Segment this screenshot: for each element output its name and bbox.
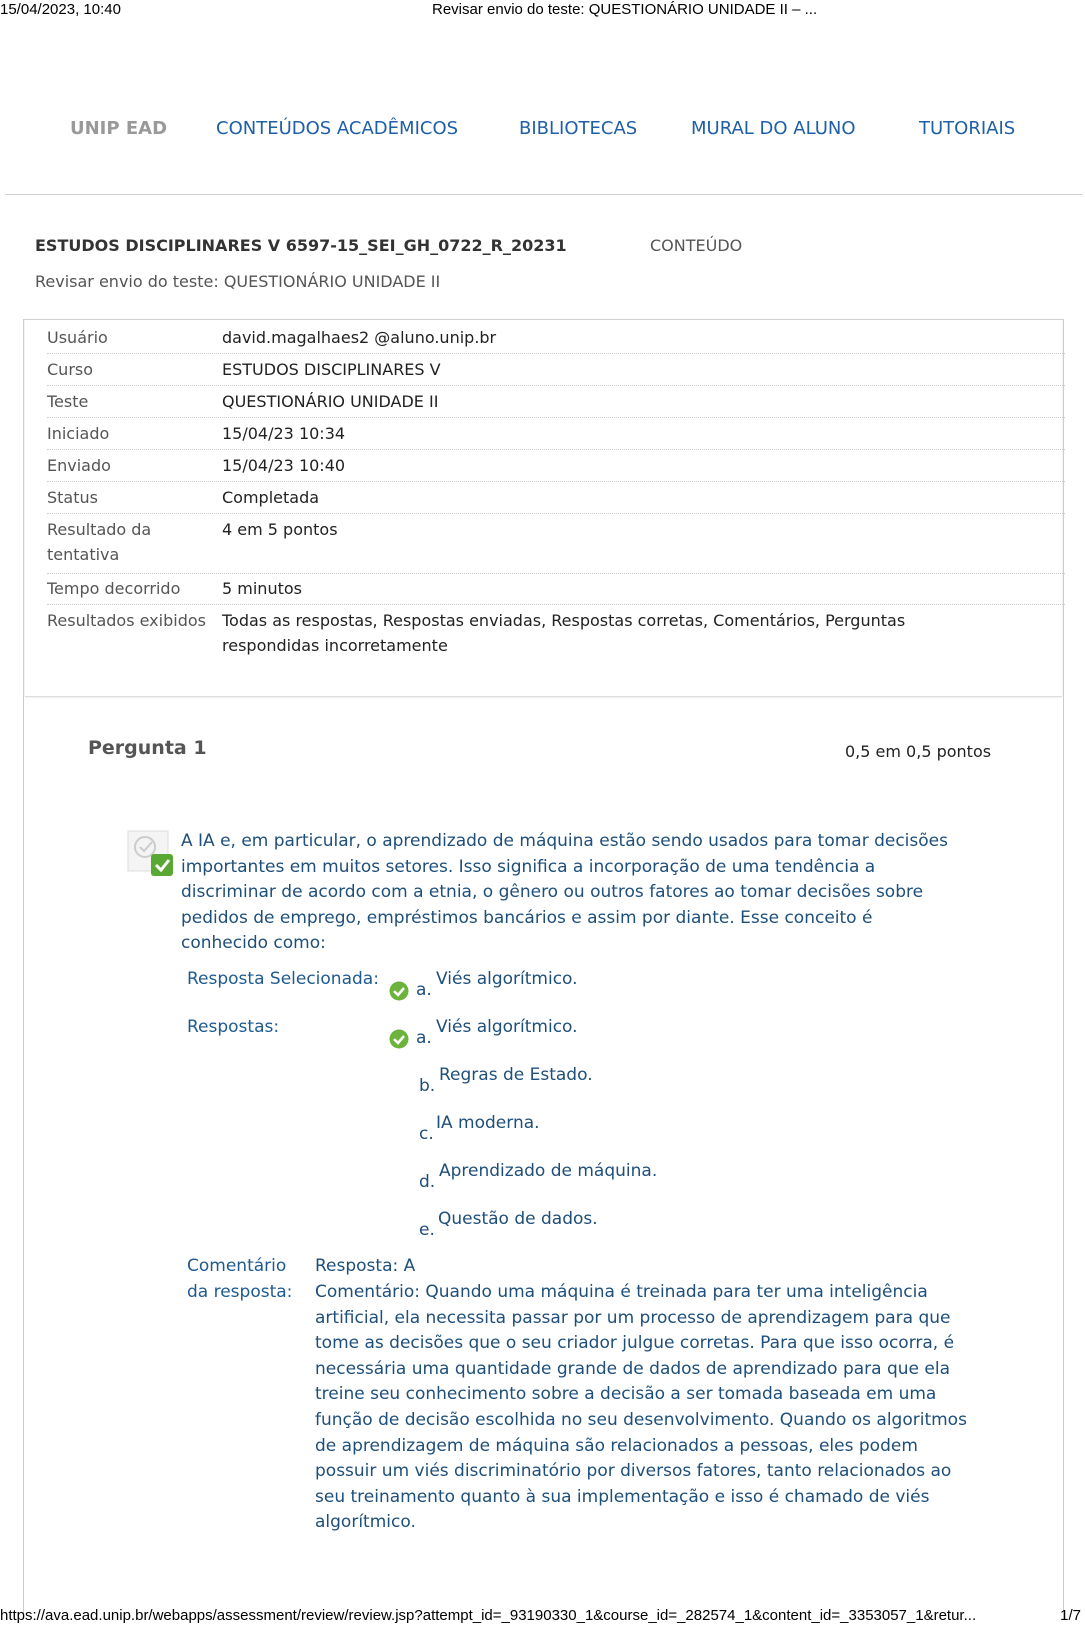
answer-letter: b. [419, 1076, 436, 1096]
answer-option: IA moderna. [436, 1113, 540, 1133]
info-row [47, 608, 1065, 668]
print-datetime: 15/04/2023, 10:40 [0, 1, 121, 18]
info-key: Curso [47, 360, 94, 379]
info-key: Iniciado [47, 424, 110, 443]
comment-label-2: da resposta: [187, 1282, 293, 1302]
info-key: Tempo decorrido [47, 579, 181, 598]
info-row [47, 357, 1065, 386]
comment-label: Comentário [187, 1256, 287, 1276]
answer-option: Aprendizado de máquina. [439, 1161, 658, 1181]
breadcrumb-section[interactable]: CONTEÚDO [650, 236, 743, 255]
answer-letter: e. [419, 1220, 435, 1240]
info-key: Resultados exibidos [47, 611, 206, 630]
info-row [47, 421, 1065, 450]
answer-option: Questão de dados. [438, 1209, 598, 1229]
nav-divider [5, 194, 1082, 195]
info-value: 5 minutos [222, 579, 302, 598]
nav-conteudos[interactable]: CONTEÚDOS ACADÊMICOS [216, 118, 459, 139]
info-row [47, 517, 1065, 574]
print-url: https://ava.ead.unip.br/webapps/assessment/review/review.jsp?attempt_id=_93190330_1&course_id=_282574_1&content_id=_3353057_1&retur... [0, 1607, 977, 1624]
correct-check-icon [389, 981, 409, 1001]
info-key: Status [47, 488, 98, 507]
info-value: Completada [222, 488, 320, 507]
info-value: 15/04/23 10:40 [222, 456, 346, 475]
question-title: Pergunta 1 [88, 737, 207, 759]
info-row [47, 485, 1065, 514]
answer-letter: c. [419, 1124, 434, 1144]
answer-option: Viés algorítmico. [436, 1017, 578, 1037]
print-page: 1/7 [1060, 1607, 1081, 1624]
answer-letter: d. [419, 1172, 436, 1192]
comment-text: Comentário: Quando uma máquina é treinada para ter uma inteligência artificial, ela necessita passar por um processo de aprendizagem para que tome as decisões que o seu criador julgue corretas. Para que isso ocorra, é necessária uma quantidade grande de dados de aprendizado para que ela treine seu conhecimento sobre a decisão a ser tomada baseada em uma função de decisão escolhida no seu desenvolvimento. Quando os algoritmos de aprendizagem de máquina são relacionados a pessoas, eles podem possuir um viés discriminatório por diversos fatores, tanto relacionados ao seu treinamento quanto à sua implementação e isso é chamado de viés algorítmico. [315, 1282, 967, 1533]
nav-bibliotecas[interactable]: BIBLIOTECAS [519, 118, 638, 139]
correct-check-icon [389, 1029, 409, 1049]
attempt-info [25, 320, 1062, 697]
info-row [47, 389, 1065, 418]
info-key: Usuário [47, 328, 108, 347]
question-text: A IA e, em particular, o aprendizado de máquina estão sendo usados para tomar decisões importantes em muitos setores. Isso significa a incorporação de uma tendência a discriminar de acordo com a etnia, o gênero ou outros fatores ao tomar decisões sobre pedidos de emprego, empréstimos bancários e assim por diante. Esse conceito é conhecido como: [181, 831, 948, 953]
info-key: Teste [47, 392, 89, 411]
comment-answer: Resposta: A [315, 1256, 416, 1276]
answers-label: Respostas: [187, 1017, 280, 1037]
info-value: 4 em 5 pontos [222, 520, 338, 539]
print-header [0, 0, 1085, 22]
info-value: Todas as respostas, Respostas enviadas, Respostas corretas, Comentários, Perguntas respondidas incorretamente [222, 611, 906, 655]
selected-answer-text: Viés algorítmico. [436, 969, 578, 989]
info-key: Enviado [47, 456, 111, 475]
info-key: Resultado da tentativa [47, 520, 152, 564]
info-row [47, 576, 1065, 605]
correct-question-icon [127, 830, 173, 876]
info-value: ESTUDOS DISCIPLINARES V [222, 360, 441, 379]
breadcrumb-course[interactable]: ESTUDOS DISCIPLINARES V 6597-15_SEI_GH_0722_R_20231 [35, 236, 567, 255]
nav-brand[interactable]: UNIP EAD [70, 118, 168, 139]
question-points: 0,5 em 0,5 pontos [845, 742, 992, 761]
info-row [47, 453, 1065, 482]
answer-letter: a. [416, 1028, 432, 1048]
info-value: QUESTIONÁRIO UNIDADE II [222, 392, 439, 411]
nav-mural[interactable]: MURAL DO ALUNO [691, 118, 856, 139]
info-row [47, 325, 1065, 354]
info-value: david.magalhaes2 @aluno.unip.br [222, 328, 497, 347]
page-title: Revisar envio do teste: QUESTIONÁRIO UNIDADE II [35, 272, 441, 291]
print-title: Revisar envio do teste: QUESTIONÁRIO UNIDADE II – ... [432, 1, 818, 18]
answer-option: Regras de Estado. [439, 1065, 593, 1085]
selected-answer-letter: a. [416, 980, 432, 1000]
info-value: 15/04/23 10:34 [222, 424, 346, 443]
nav-tutoriais[interactable]: TUTORIAIS [919, 118, 1016, 139]
selected-answer-label: Resposta Selecionada: [187, 969, 379, 989]
